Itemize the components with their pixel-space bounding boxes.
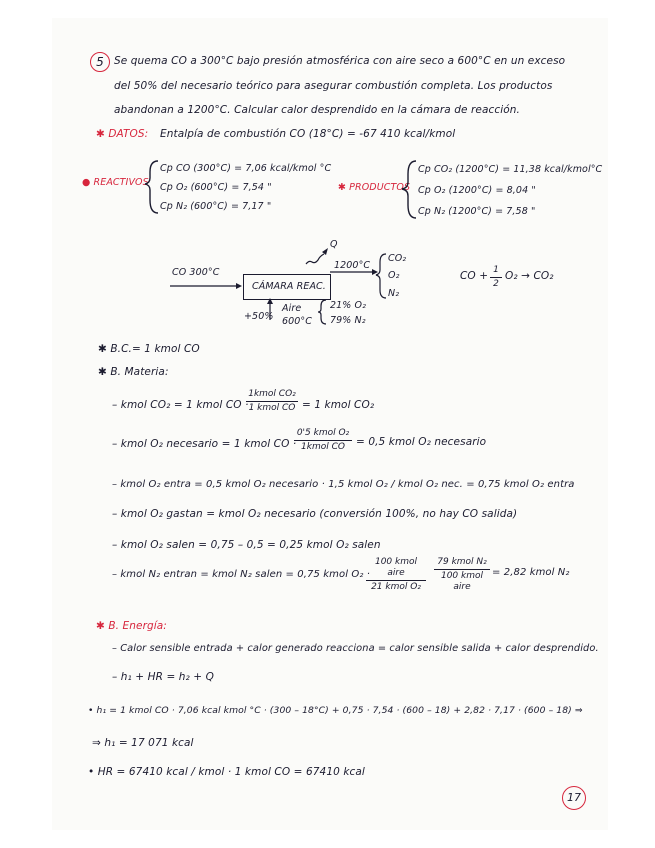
hr-calculation: • HR = 67410 kcal / kmol · 1 kmol CO = 67410 kcal [88,766,365,778]
problem-number: 5 [96,55,104,69]
n2-fraction-2 [434,557,490,593]
reaction-lhs: CO + [460,270,489,282]
energy-balance-equation: – h₁ + HR = h₂ + Q [112,671,214,683]
h1-result: ⇒ h₁ = 17 071 kcal [92,737,194,749]
co2-line-left: – kmol CO₂ = 1 kmol CO · [112,399,249,411]
heat-q-label: Q [330,239,338,250]
n2-line-left: – kmol N₂ entran = kmol N₂ salen = 0,75 kmol O₂ · [112,569,370,580]
n2-fraction-1-den: 21 kmol O₂ [371,582,421,592]
o2-entra-line: – kmol O₂ entra = 0,5 kmol O₂ necesario · 1,5 kmol O₂ / kmol O₂ nec. = 0,75 kmol O₂ entra [112,479,575,490]
co2-fraction-den: 1 kmol CO [248,403,296,413]
cp-o2-reactant: Cp O₂ (600°C) = 7,54 " [160,182,272,193]
energia-title: ✱ B. Energía: [96,620,167,632]
o2-needed-right: = 0,5 kmol O₂ necesario [356,436,487,448]
problem-line-1: Se quema CO a 300°C bajo presión atmosférica con aire seco a 600°C en un exceso [114,55,566,67]
co2-fraction-num: 1kmol CO₂ [246,389,298,402]
productos-label: ✱ PRODUCTOS [338,182,411,193]
energy-balance-words: – Calor sensible entrada + calor generado reacciona = calor sensible salida + calor desprendido. [112,643,599,654]
reaction-coef-den: 2 [493,279,499,289]
air-o2-fraction: 21% O₂ [330,300,367,311]
reactivos-label: ● REACTIVOS [82,177,149,188]
output-o2: O₂ [388,270,400,281]
problem-line-2: del 50% del necesario teórico para asegurar combustión completa. Los productos [114,80,553,92]
air-n2-fraction: 79% N₂ [330,315,366,326]
output-n2: N₂ [388,288,400,299]
cp-n2-product: Cp N₂ (1200°C) = 7,58 " [418,206,536,217]
o2-needed-left: – kmol O₂ necesario = 1 kmol CO · [112,438,297,450]
datos-label: ✱ DATOS: [96,128,149,140]
n2-line-right: = 2,82 kmol N₂ [492,567,570,578]
o2-gastan-line: – kmol O₂ gastan = kmol O₂ necesario (conversión 100%, no hay CO salida) [112,508,518,520]
feed-label: CO 300°C [172,267,220,278]
materia-title: ✱ B. Materia: [98,366,169,378]
co2-fraction [246,389,298,414]
cp-n2-reactant: Cp N₂ (600°C) = 7,17 " [160,201,272,212]
page-number-circle [562,786,586,810]
co2-line-right: = 1 kmol CO₂ [302,399,375,411]
page-number: 17 [567,791,581,804]
h1-calculation: • h₁ = 1 kmol CO · 7,06 kcal kmol °C · (300 – 18°C) + 0,75 · 7,54 · (600 – 18) + 2,82 · 7,17 · (600 – 18) ⇒ [88,705,583,716]
reactivos-text: REACTIVOS [93,177,149,188]
air-temp-label: 600°C [282,316,313,327]
o2-needed-fraction [294,428,352,453]
excess-label: +50% [244,311,274,322]
reaction-coef-num: 1 [490,265,502,278]
reaction-chamber-label: CÁMARA REAC. [252,281,326,292]
output-co2: CO₂ [388,253,407,264]
problem-line-3: abandonan a 1200°C. Calcular calor desprendido en la cámara de reacción. [114,104,520,116]
outlet-temp-label: 1200°C [334,260,371,271]
cp-co-reactant: Cp CO (300°C) = 7,06 kcal/kmol °C [160,163,332,174]
base-calculation: ✱ B.C.= 1 kmol CO [98,343,200,355]
n2-fraction-2-den: 100 kmol aire [440,571,484,592]
o2-needed-num: 0'5 kmol O₂ [294,428,352,441]
n2-fraction-2-num: 79 kmol N₂ [434,557,490,570]
datos-enthalpy: Entalpía de combustión CO (18°C) = -67 410 kcal/kmol [160,128,456,140]
reaction-rhs: O₂ → CO₂ [505,270,554,282]
n2-fraction-1 [366,557,426,593]
cp-co2-product: Cp CO₂ (1200°C) = 11,38 kcal/kmol°C [418,164,603,175]
air-label: Aire [282,303,302,314]
reaction-coefficient [490,265,502,290]
o2-salen-line: – kmol O₂ salen = 0,75 – 0,5 = 0,25 kmol O₂ salen [112,539,381,551]
n2-fraction-1-num: 100 kmol aire [366,557,426,581]
cp-o2-product: Cp O₂ (1200°C) = 8,04 " [418,185,536,196]
o2-needed-den: 1kmol CO [301,442,345,452]
